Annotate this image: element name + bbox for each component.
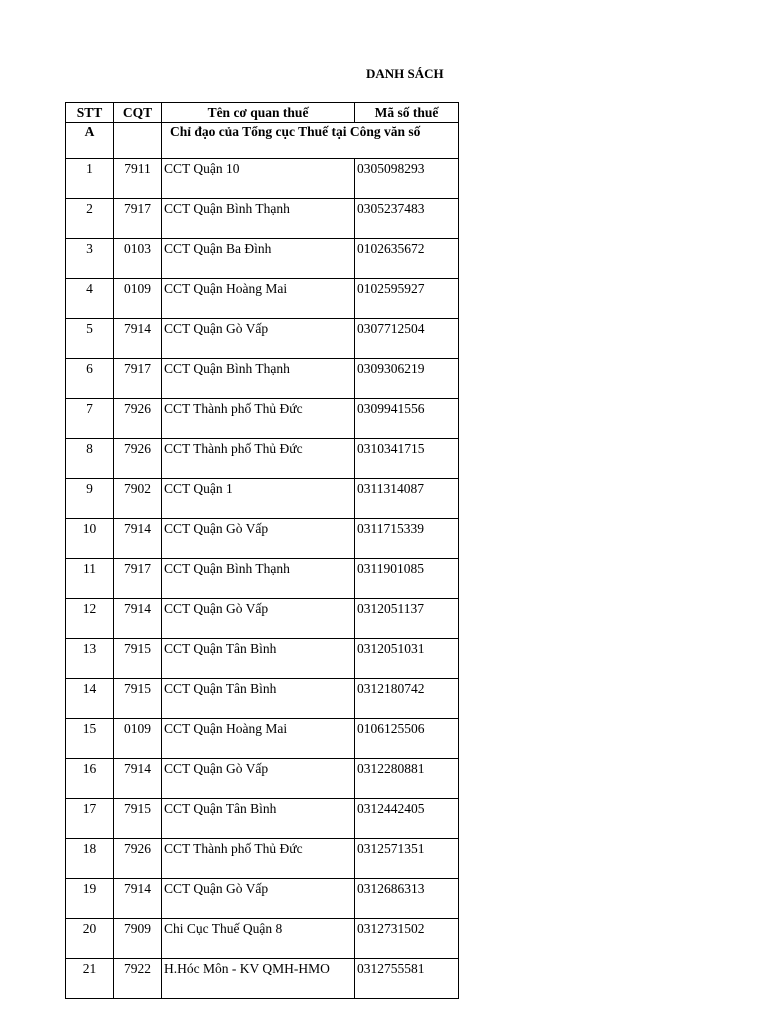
table-row [66,159,459,199]
cell-tax-office-name: CCT Quận Bình Thạnh [162,359,355,399]
cell-stt: 19 [66,879,114,919]
cell-tax-code: 0305098293 [355,159,459,199]
table-row [66,959,459,999]
cell-stt: 18 [66,839,114,879]
table-row [66,439,459,479]
cell-tax-code: 0312686313 [355,879,459,919]
cell-cqt: 7914 [114,759,162,799]
cell-tax-office-name: CCT Thành phố Thủ Đức [162,839,355,879]
cell-stt: 21 [66,959,114,999]
cell-cqt: 0103 [114,239,162,279]
table-row [66,559,459,599]
cell-stt: 9 [66,479,114,519]
cell-tax-office-name: H.Hóc Môn - KV QMH-HMO [162,959,355,999]
table-row [66,359,459,399]
cell-cqt: 7917 [114,199,162,239]
cell-tax-code: 0312442405 [355,799,459,839]
cell-tax-office-name: CCT Quận Hoàng Mai [162,279,355,319]
cell-tax-code: 0312755581 [355,959,459,999]
table-row [66,279,459,319]
cell-cqt: 7914 [114,599,162,639]
cell-tax-code: 0310341715 [355,439,459,479]
cell-stt: 8 [66,439,114,479]
cell-stt: 13 [66,639,114,679]
cell-tax-code: 0311314087 [355,479,459,519]
table-row [66,919,459,959]
section-row [66,123,459,159]
cell-cqt: 7917 [114,359,162,399]
cell-tax-office-name: CCT Quận Bình Thạnh [162,559,355,599]
cell-tax-code: 0102595927 [355,279,459,319]
cell-stt: 17 [66,799,114,839]
table-row [66,479,459,519]
table-row [66,639,459,679]
cell-stt: 4 [66,279,114,319]
cell-tax-office-name: CCT Quận Tân Bình [162,799,355,839]
cell-stt: 10 [66,519,114,559]
cell-cqt: 0109 [114,719,162,759]
cell-cqt: 7909 [114,919,162,959]
cell-cqt: 7902 [114,479,162,519]
cell-tax-office-name: CCT Quận Gò Vấp [162,879,355,919]
cell-tax-code: 0106125506 [355,719,459,759]
cell-tax-code: 0311901085 [355,559,459,599]
cell-cqt: 7911 [114,159,162,199]
table-row [66,599,459,639]
cell-stt: 2 [66,199,114,239]
cell-cqt: 7914 [114,319,162,359]
table-row [66,239,459,279]
cell-cqt: 7914 [114,879,162,919]
table-row [66,879,459,919]
table-row [66,399,459,439]
cell-cqt: 0109 [114,279,162,319]
cell-stt: 15 [66,719,114,759]
cell-stt: 5 [66,319,114,359]
cell-cqt: 7917 [114,559,162,599]
cell-tax-office-name: CCT Quận Hoàng Mai [162,719,355,759]
cell-stt: 1 [66,159,114,199]
cell-tax-office-name: CCT Quận Ba Đình [162,239,355,279]
cell-tax-office-name: CCT Quận Tân Bình [162,639,355,679]
section-text: Chỉ đạo của Tổng cục Thuế tại Công văn số [162,123,459,159]
section-label: A [66,123,114,159]
cell-cqt: 7926 [114,439,162,479]
table-row [66,519,459,559]
header-tax-code: Mã số thuế [355,103,459,123]
table-row [66,679,459,719]
cell-cqt: 7915 [114,799,162,839]
cell-stt: 16 [66,759,114,799]
cell-cqt: 7926 [114,839,162,879]
table-row [66,759,459,799]
cell-cqt: 7915 [114,639,162,679]
cell-stt: 7 [66,399,114,439]
cell-tax-office-name: CCT Thành phố Thủ Đức [162,399,355,439]
cell-tax-code: 0307712504 [355,319,459,359]
section-empty-cell [114,123,162,159]
cell-tax-code: 0312051137 [355,599,459,639]
cell-tax-code: 0309306219 [355,359,459,399]
cell-cqt: 7914 [114,519,162,559]
cell-cqt: 7922 [114,959,162,999]
header-tax-office-name: Tên cơ quan thuế [162,103,355,123]
table-row [66,839,459,879]
cell-tax-office-name: CCT Quận Gò Vấp [162,319,355,359]
cell-stt: 20 [66,919,114,959]
cell-tax-office-name: CCT Quận Gò Vấp [162,519,355,559]
cell-tax-office-name: CCT Quận Tân Bình [162,679,355,719]
cell-tax-office-name: Chi Cục Thuế Quận 8 [162,919,355,959]
cell-tax-code: 0305237483 [355,199,459,239]
table-row [66,719,459,759]
cell-tax-office-name: CCT Thành phố Thủ Đức [162,439,355,479]
cell-tax-code: 0312731502 [355,919,459,959]
cell-stt: 11 [66,559,114,599]
cell-tax-code: 0312571351 [355,839,459,879]
cell-tax-office-name: CCT Quận Bình Thạnh [162,199,355,239]
cell-stt: 12 [66,599,114,639]
cell-tax-office-name: CCT Quận 1 [162,479,355,519]
cell-stt: 3 [66,239,114,279]
table-row [66,799,459,839]
cell-tax-code: 0309941556 [355,399,459,439]
document-title: DANH SÁCH [366,66,444,81]
header-stt: STT [66,103,114,123]
tax-authority-table [65,102,459,999]
cell-tax-code: 0102635672 [355,239,459,279]
cell-tax-code: 0312051031 [355,639,459,679]
cell-stt: 6 [66,359,114,399]
cell-tax-office-name: CCT Quận 10 [162,159,355,199]
header-cqt: CQT [114,103,162,123]
cell-cqt: 7926 [114,399,162,439]
cell-tax-code: 0312180742 [355,679,459,719]
table-header-row [66,103,459,123]
cell-tax-code: 0311715339 [355,519,459,559]
cell-tax-office-name: CCT Quận Gò Vấp [162,599,355,639]
table-row [66,199,459,239]
cell-cqt: 7915 [114,679,162,719]
cell-tax-office-name: CCT Quận Gò Vấp [162,759,355,799]
table-row [66,319,459,359]
cell-tax-code: 0312280881 [355,759,459,799]
cell-stt: 14 [66,679,114,719]
